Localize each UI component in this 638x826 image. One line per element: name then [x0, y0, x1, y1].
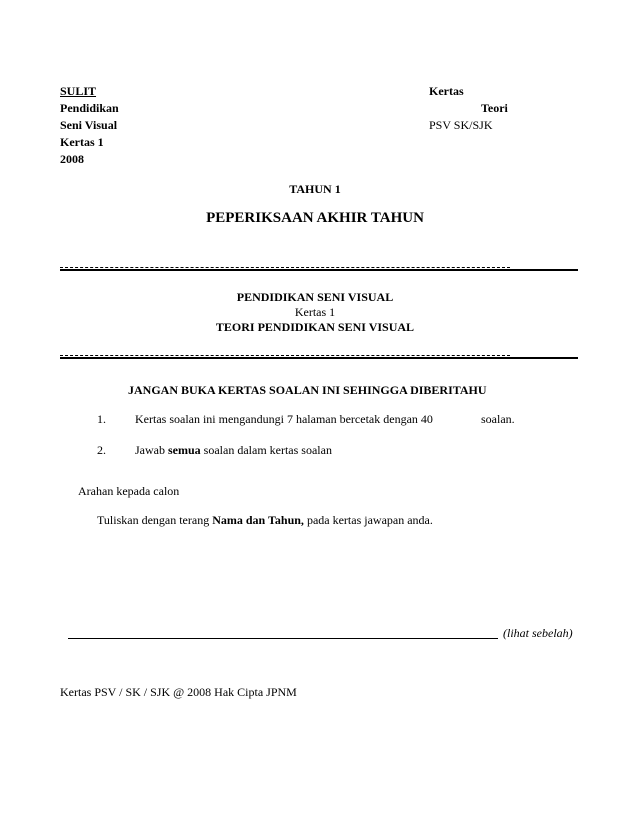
instruction-1-number: 1. [97, 412, 106, 426]
candidate-instruction-pre: Tuliskan dengan terang [97, 513, 213, 527]
footer-rule [68, 638, 498, 639]
divider-solid-1 [60, 269, 578, 271]
header-right-paper: Kertas [429, 84, 464, 98]
header-right-code: PSV SK/SJK [429, 118, 493, 132]
copyright-line: Kertas PSV / SK / SJK @ 2008 Hak Cipta JPNM [60, 685, 297, 699]
header-right-theory: Teori [481, 101, 508, 115]
year-heading: TAHUN 1 [289, 182, 341, 196]
divider-dashed-1 [60, 267, 510, 268]
candidate-instructions-heading: Arahan kepada calon [78, 484, 180, 498]
instruction-2-post: soalan dalam kertas soalan [200, 443, 332, 457]
turn-over-note: (lihat sebelah) [503, 626, 573, 640]
divider-solid-2 [60, 357, 578, 359]
instruction-2-text [135, 443, 332, 458]
header-paper-label: Kertas 1 [60, 135, 104, 149]
header-subject-line-2: Seni Visual [60, 118, 118, 132]
instruction-1-suffix: soalan. [481, 412, 515, 426]
instruction-2-number: 2. [97, 443, 106, 457]
candidate-instruction-emphasis: Nama dan Tahun, [212, 513, 304, 527]
instruction-2-emphasis: semua [168, 443, 201, 457]
candidate-instruction-text [97, 513, 433, 528]
header-year-label: 2008 [60, 152, 84, 166]
header-subject-line-1: Pendidikan [60, 101, 119, 115]
subject-name: PENDIDIKAN SENI VISUAL [236, 290, 394, 304]
paper-number: Kertas 1 [294, 305, 336, 319]
candidate-instruction-post: pada kertas jawapan anda. [303, 513, 433, 527]
theory-title: TEORI PENDIDIKAN SENI VISUAL [215, 320, 415, 334]
instruction-2-pre: Jawab [135, 443, 168, 457]
exam-title: PEPERIKSAAN AKHIR TAHUN [206, 210, 424, 226]
do-not-open-warning: JANGAN BUKA KERTAS SOALAN INI SEHINGGA DIBERITAHU [128, 383, 487, 397]
instruction-1-text: Kertas soalan ini mengandungi 7 halaman bercetak dengan 40 [135, 412, 433, 426]
classification-label: SULIT [60, 84, 97, 98]
divider-dashed-2 [60, 355, 510, 356]
